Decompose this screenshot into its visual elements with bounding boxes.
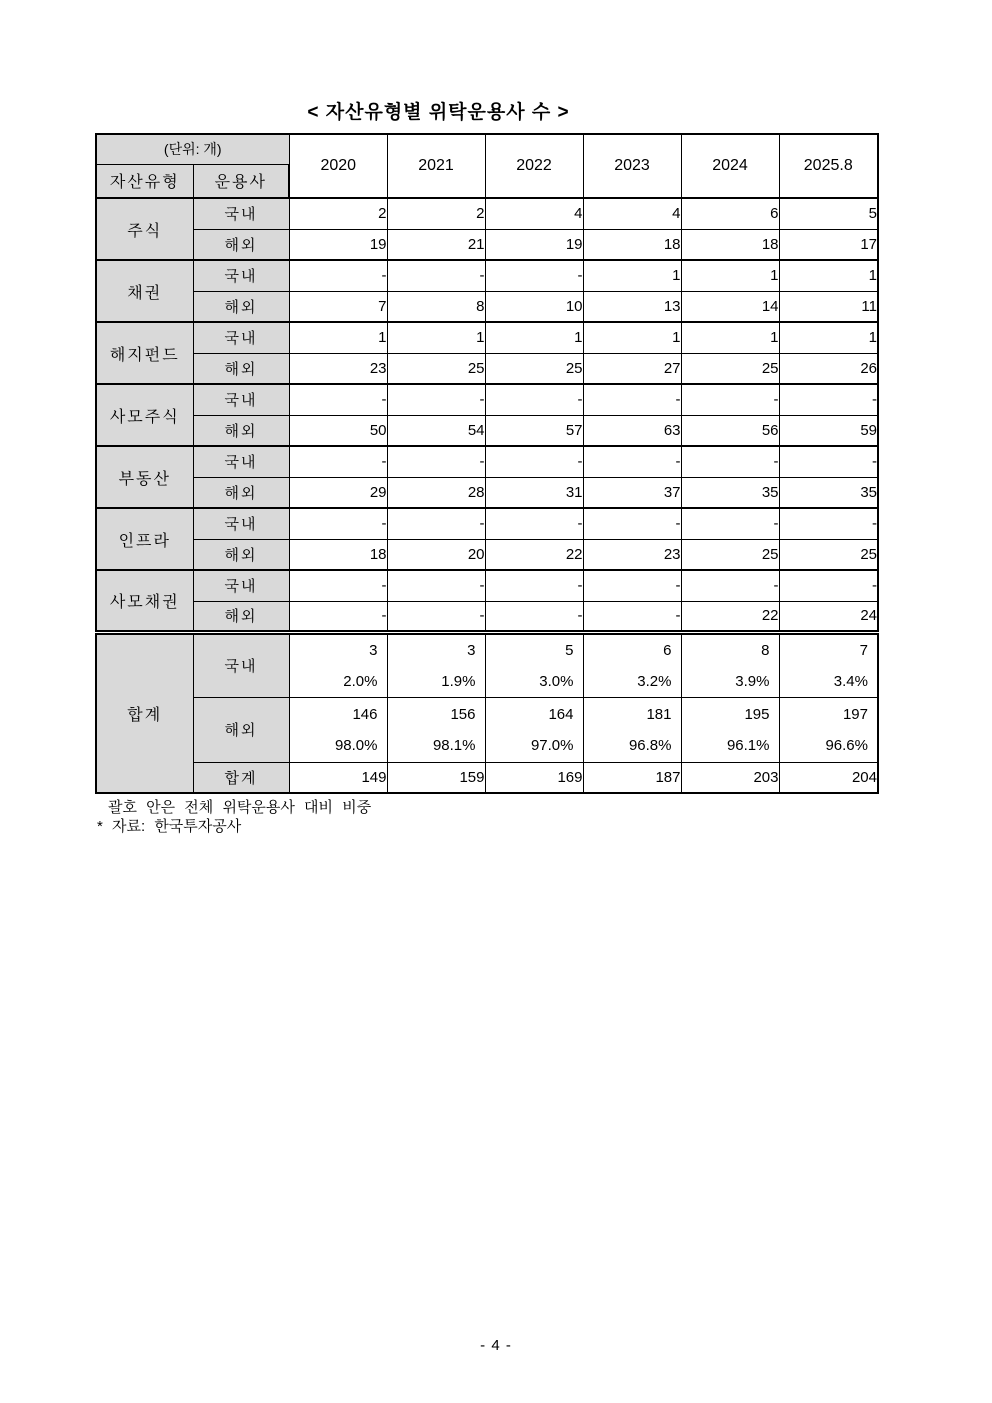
total-value-cell (681, 632, 779, 697)
table-row (96, 508, 878, 539)
value-cell: - (583, 446, 681, 477)
value-cell: 35 (779, 477, 878, 508)
table-row (96, 291, 878, 322)
value-cell: 37 (583, 477, 681, 508)
total-value-cell (583, 632, 681, 697)
value-cell: - (485, 508, 583, 539)
value-cell: 29 (289, 477, 387, 508)
table-row (96, 260, 878, 291)
value-cell: 2 (289, 198, 387, 229)
footnote-ratio: 괄호 안은 전체 위탁운용사 대비 비중 (108, 799, 372, 816)
table-row (96, 322, 878, 353)
value-cell: 6 (681, 198, 779, 229)
total-percent: 2.0% (343, 672, 378, 690)
value-cell: 1 (779, 260, 878, 291)
footnotes (97, 798, 992, 836)
total-count: 7 (859, 641, 868, 659)
value-cell: 54 (387, 415, 485, 446)
total-count: 156 (450, 705, 476, 723)
year-header: 2024 (681, 134, 779, 198)
value-cell: 13 (583, 291, 681, 322)
manager-header: 운용사 (193, 164, 289, 198)
value-cell: - (387, 508, 485, 539)
total-count: 6 (663, 641, 672, 659)
table-row (96, 384, 878, 415)
value-cell: 7 (289, 291, 387, 322)
total-asset-cell: 합계 (96, 632, 193, 793)
value-cell: 20 (387, 539, 485, 570)
value-cell: 14 (681, 291, 779, 322)
manager-type-cell: 해외 (193, 229, 289, 260)
value-cell: - (289, 446, 387, 477)
value-cell: 57 (485, 415, 583, 446)
total-percent: 3.0% (539, 672, 574, 690)
value-cell: 4 (583, 198, 681, 229)
value-cell: 59 (779, 415, 878, 446)
value-cell: 8 (387, 291, 485, 322)
value-cell: 25 (681, 539, 779, 570)
value-cell: 22 (681, 601, 779, 632)
value-cell: - (681, 446, 779, 477)
value-cell: - (779, 446, 878, 477)
value-cell: - (779, 570, 878, 601)
value-cell: - (485, 570, 583, 601)
value-cell: 27 (583, 353, 681, 384)
value-cell: 63 (583, 415, 681, 446)
total-row (96, 697, 878, 762)
value-cell: 11 (779, 291, 878, 322)
manager-type-cell: 해외 (193, 697, 289, 762)
total-count: 195 (744, 705, 770, 723)
value-cell: 25 (681, 353, 779, 384)
year-header: 2022 (485, 134, 583, 198)
asset-type-cell: 사모주식 (96, 384, 193, 446)
value-cell: - (387, 260, 485, 291)
total-value-cell (387, 697, 485, 762)
total-count: 8 (761, 641, 770, 659)
value-cell: - (681, 570, 779, 601)
grand-total-cell: 169 (485, 762, 583, 793)
value-cell: - (779, 384, 878, 415)
table-row (96, 570, 878, 601)
total-percent: 3.4% (833, 672, 868, 690)
total-value-cell (289, 697, 387, 762)
total-percent: 98.1% (432, 736, 476, 754)
total-value-cell (779, 632, 878, 697)
value-cell: - (387, 446, 485, 477)
manager-type-cell: 국내 (193, 570, 289, 601)
manager-type-cell: 국내 (193, 260, 289, 291)
value-cell: 19 (289, 229, 387, 260)
value-cell: 31 (485, 477, 583, 508)
value-cell: 1 (681, 322, 779, 353)
table-header (96, 134, 878, 198)
footnote-source: * 자료: 한국투자공사 (97, 818, 242, 835)
value-cell: - (289, 384, 387, 415)
value-cell: 25 (779, 539, 878, 570)
manager-type-cell: 해외 (193, 601, 289, 632)
table-title: < 자산유형별 위탁운용사 수 > (307, 102, 570, 123)
value-cell: - (583, 601, 681, 632)
value-cell: 35 (681, 477, 779, 508)
asset-type-cell: 주식 (96, 198, 193, 260)
total-count: 5 (565, 641, 574, 659)
value-cell: 25 (387, 353, 485, 384)
total-row (96, 762, 878, 793)
table-row (96, 477, 878, 508)
value-cell: - (289, 508, 387, 539)
value-cell: 5 (779, 198, 878, 229)
value-cell: 1 (289, 322, 387, 353)
asset-manager-table (95, 133, 879, 794)
total-row (96, 632, 878, 697)
year-header: 2020 (289, 134, 387, 198)
asset-type-cell: 부동산 (96, 446, 193, 508)
value-cell: 1 (681, 260, 779, 291)
manager-type-cell: 해외 (193, 477, 289, 508)
value-cell: - (779, 508, 878, 539)
year-header: 2023 (583, 134, 681, 198)
total-value-cell (289, 632, 387, 697)
total-count: 197 (842, 705, 868, 723)
asset-type-cell: 인프라 (96, 508, 193, 570)
total-percent: 97.0% (530, 736, 574, 754)
value-cell: - (681, 384, 779, 415)
manager-type-cell: 국내 (193, 632, 289, 697)
grand-total-cell: 204 (779, 762, 878, 793)
asset-type-cell: 해지펀드 (96, 322, 193, 384)
total-count: 164 (548, 705, 574, 723)
value-cell: 10 (485, 291, 583, 322)
value-cell: - (583, 384, 681, 415)
value-cell: - (485, 601, 583, 632)
value-cell: - (583, 508, 681, 539)
table-body (96, 198, 878, 793)
value-cell: 1 (485, 322, 583, 353)
value-cell: - (583, 570, 681, 601)
value-cell: 56 (681, 415, 779, 446)
total-value-cell (485, 697, 583, 762)
grand-total-cell: 187 (583, 762, 681, 793)
manager-type-cell: 국내 (193, 508, 289, 539)
year-header: 2025.8 (779, 134, 878, 198)
year-header: 2021 (387, 134, 485, 198)
value-cell: - (289, 570, 387, 601)
value-cell: 26 (779, 353, 878, 384)
total-count: 3 (369, 641, 378, 659)
value-cell: 17 (779, 229, 878, 260)
manager-type-cell: 해외 (193, 415, 289, 446)
total-value-cell (583, 697, 681, 762)
value-cell: 50 (289, 415, 387, 446)
asset-type-header: 자산유형 (96, 164, 193, 198)
value-cell: 1 (779, 322, 878, 353)
table-row (96, 229, 878, 260)
manager-type-cell: 국내 (193, 198, 289, 229)
total-value-cell (485, 632, 583, 697)
table-row (96, 539, 878, 570)
total-count: 3 (467, 641, 476, 659)
value-cell: 28 (387, 477, 485, 508)
value-cell: 25 (485, 353, 583, 384)
total-count: 146 (352, 705, 378, 723)
table-row (96, 415, 878, 446)
table-row (96, 446, 878, 477)
table-row (96, 198, 878, 229)
value-cell: 1 (387, 322, 485, 353)
grand-total-cell: 159 (387, 762, 485, 793)
table-row (96, 601, 878, 632)
value-cell: 23 (583, 539, 681, 570)
page-number: - 4 - (480, 1337, 512, 1354)
value-cell: 1 (583, 260, 681, 291)
grand-total-cell: 203 (681, 762, 779, 793)
total-value-cell (681, 697, 779, 762)
total-percent: 3.2% (637, 672, 672, 690)
asset-type-cell: 채권 (96, 260, 193, 322)
total-percent: 98.0% (334, 736, 378, 754)
total-percent: 96.6% (825, 736, 868, 754)
grand-total-cell: 149 (289, 762, 387, 793)
value-cell: 18 (583, 229, 681, 260)
value-cell: - (387, 570, 485, 601)
total-percent: 1.9% (441, 672, 476, 690)
manager-type-cell: 합계 (193, 762, 289, 793)
total-count: 181 (646, 705, 672, 723)
value-cell: 23 (289, 353, 387, 384)
value-cell: 4 (485, 198, 583, 229)
total-percent: 96.1% (726, 736, 770, 754)
value-cell: - (681, 508, 779, 539)
total-value-cell (779, 697, 878, 762)
manager-type-cell: 해외 (193, 353, 289, 384)
unit-label-cell: (단위: 개) (96, 134, 289, 164)
value-cell: 22 (485, 539, 583, 570)
header-row-unit-years (96, 134, 878, 164)
value-cell: - (289, 260, 387, 291)
value-cell: - (387, 384, 485, 415)
value-cell: 21 (387, 229, 485, 260)
manager-type-cell: 국내 (193, 322, 289, 353)
manager-type-cell: 해외 (193, 539, 289, 570)
value-cell: - (387, 601, 485, 632)
manager-type-cell: 국내 (193, 384, 289, 415)
value-cell: 2 (387, 198, 485, 229)
value-cell: 1 (583, 322, 681, 353)
value-cell: - (485, 446, 583, 477)
value-cell: - (485, 384, 583, 415)
total-value-cell (387, 632, 485, 697)
total-percent: 96.8% (628, 736, 672, 754)
total-percent: 3.9% (735, 672, 770, 690)
value-cell: - (289, 601, 387, 632)
value-cell: 24 (779, 601, 878, 632)
value-cell: 18 (681, 229, 779, 260)
manager-type-cell: 국내 (193, 446, 289, 477)
value-cell: 19 (485, 229, 583, 260)
table-row (96, 353, 878, 384)
value-cell: - (485, 260, 583, 291)
asset-type-cell: 사모채권 (96, 570, 193, 632)
value-cell: 18 (289, 539, 387, 570)
manager-type-cell: 해외 (193, 291, 289, 322)
